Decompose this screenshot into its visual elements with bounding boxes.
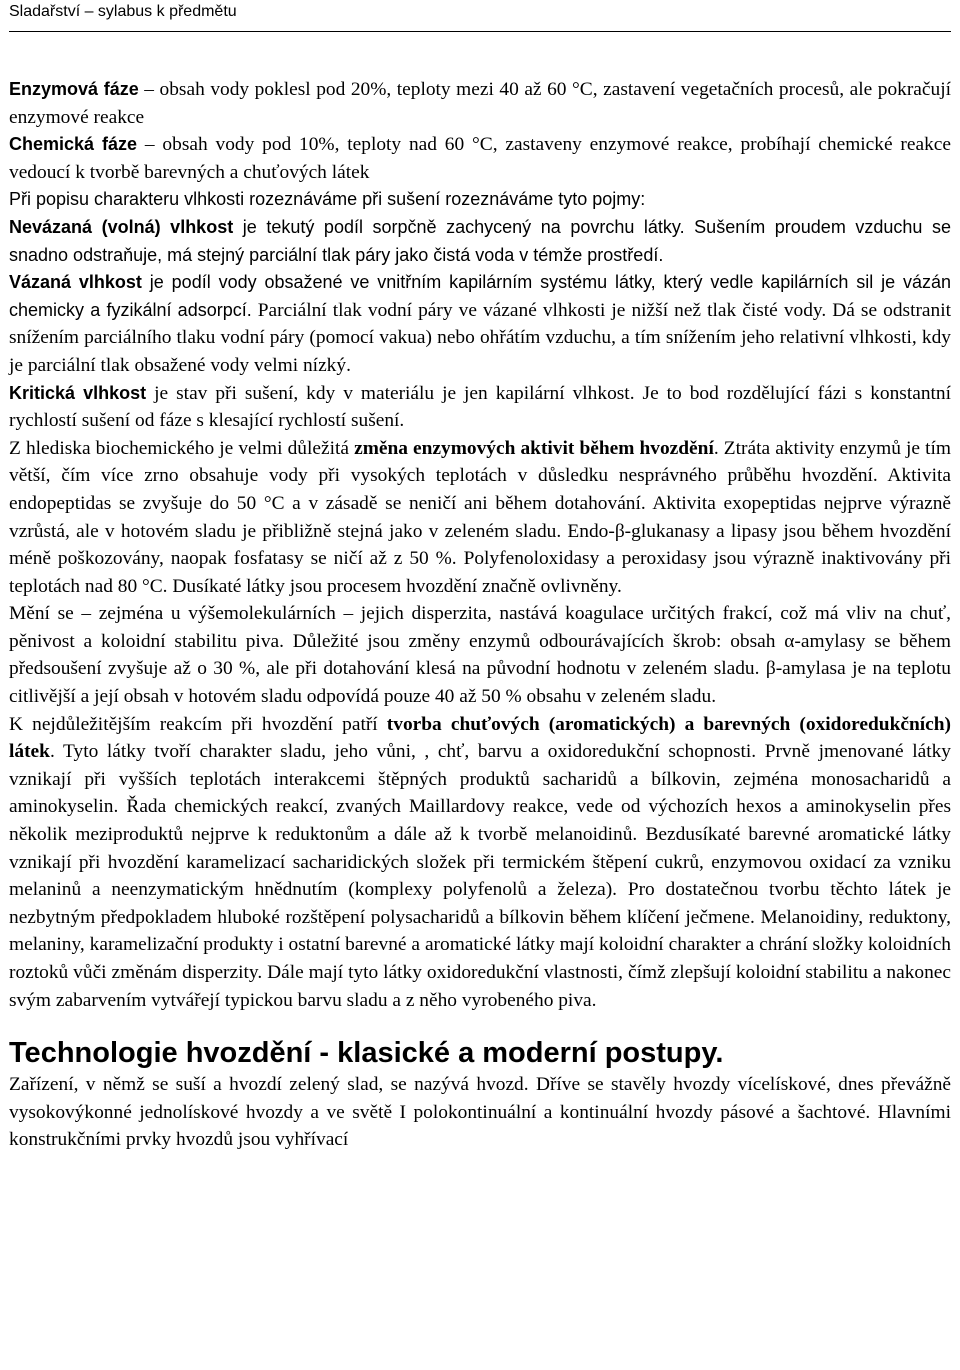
- emphasis-enzyme-activity: změna enzymových aktivit během hvozdění: [354, 437, 714, 459]
- paragraph-text: Z hlediska biochemického je velmi důležitá: [9, 437, 355, 459]
- paragraph-enzyme-phase: [9, 76, 951, 131]
- section-heading: Technologie hvozdění - klasické a moderní postupy.: [9, 1037, 724, 1070]
- paragraph-text: je podíl vody obsažené ve vnitřním kapilárním systému látky, který vedle kapilárních sil je vázán chemicky a fyzikální adsorpcí.: [9, 272, 951, 320]
- paragraph-free-moisture: [9, 214, 951, 269]
- paragraph-text: je tekutý podíl sorpčně zachycený na povrchu látky.: [233, 216, 685, 237]
- paragraph-text: Dá se odstranit snížením parciálního tlaku vodní páry (pomocí vakua) nebo ohřátím vzduchu, a tím snížením jeho relativní vlhkosti, kdy je parciální tlak obsažené vody velmi nízký.: [9, 299, 951, 376]
- paragraph-moisture-intro: [9, 186, 951, 214]
- term-enzyme-phase: Enzymová fáze: [9, 79, 139, 99]
- paragraph-text: Při popisu charakteru vlhkosti rozeznáváme při sušení rozeznáváme tyto pojmy:: [9, 189, 646, 210]
- document-body: [9, 76, 951, 1154]
- paragraph-enzyme-activity: [9, 435, 951, 601]
- header-divider: [9, 31, 951, 32]
- paragraph-text: . Ztráta aktivity enzymů je tím větší, čím více zrno obsahuje vody při vysokých teplotách v důsledku nesprávného průběhu hvozdění. Aktivita endopeptidas se zvyšuje do 50 °C a v zásadě se neničí ani během dotahování. Aktivita exopeptidas nejprve výrazně vzrůstá, ale v hotovém sladu je přibližně stejná jako v zeleném sladu. Endo-β-glukanasy a lipasy jsou během hvozdění méně poškozovány, naopak fosfatasy se ničí až z 50 %. Polyfenoloxidasy a peroxidasy jsou výrazně inaktivovány při teplotách nad 80 °C. Dusíkaté látky jsou procesem hvozdění značně ovlivněny.: [9, 437, 951, 597]
- term-chemical-phase: Chemická fáze: [9, 134, 138, 155]
- paragraph-text: K nejdůležitějším reakcím při hvozdění patří: [9, 713, 387, 735]
- paragraph-chemical-phase: [9, 131, 951, 186]
- paragraph-text: Mění se – zejména u výšemolekulárních – jejich disperzita, nastává koagulace určitých frakcí, což má vliv na chuť, pěnivost a koloidní stabilitu piva. Důležité jsou změny enzymů odbourávajících škrob: obsah α-amylasy se během předsoušení zvyšuje až o 30 %, ale při dotahování klesá na původní hodnotu v zeleném sladu. β-amylasa je na teplotu citlivější a její obsah v hotovém sladu odpovídá pouze 40 až 50 % obsahu v zeleném sladu.: [9, 603, 951, 708]
- running-header: Sladařství – sylabus k předmětu: [9, 3, 237, 20]
- paragraph-critical-moisture: [9, 380, 951, 435]
- term-free-moisture: Nevázaná (volná) vlhkost: [9, 216, 234, 237]
- paragraph-text: Je to bod rozdělující fázi s konstantní rychlostí sušení od fáze s klesající rychlostí sušení.: [9, 382, 951, 432]
- paragraph-kiln-equipment: [9, 1071, 951, 1154]
- paragraph-dispersity: [9, 600, 951, 710]
- paragraph-text: . Tyto látky tvoří charakter sladu, jeho vůni, , chť, barvu a oxidoredukční schopnosti. Prvně jmenované látky vznikají při vyšších teplotách interakcemi štěpných produktů sacharidů a bílkovin, zejména monosacharidů a aminokyselin. Řada chemických reakcí, zvaných Maillardovy reakce, vede od výchozích hexos a aminokyselin přes několik meziproduktů nejprve k reduktonům a dále až k tvorbě melanoidinů. Bezdusíkaté barevné aromatické látky vznikají při hvozdění karamelizací sacharidických složek při termickém štěpení cukrů, enzymovou oxidací za vzniku melaninů a neenzymatickým hnědnutím (komplexy polyfenolů a železa). Pro dostatečnou tvorbu těchto látek je nezbytným předpokladem hluboké rozštěpení polysacharidů a bílkovin během klíčení ječmene. Melanoidiny, reduktony, melaniny, karamelizační produkty i ostatní barevné a aromatické látky mají koloidní charakter a chrání složky koloidních roztoků vůči změnám disperzity. Dále mají tyto látky oxidoredukční vlastnosti, čímž zlepšují koloidní stabilitu a nakonec svým zabarvením vytvářejí typickou barvu sladu a z něho vyrobeného piva.: [9, 741, 951, 1011]
- emphasis-flavor-color: tvorba chuťových (aromatických) a barevných (oxidoredukčních) látek: [9, 713, 951, 763]
- paragraph-text: – obsah vody poklesl pod 20%, teploty mezi 40 až 60 °C, zastavení vegetačních procesů, ale pokračují enzymové reakce: [9, 79, 951, 128]
- paragraph-text: Zařízení, v němž se suší a hvozdí zelený slad, se nazývá hvozd. Dříve se stavěly hvozdy vícelískové, dnes převážně vysokovýkonné jednolískové hvozdy a ve světě I polokontinuální a kontinuální hvozdy pásové a šachtové. Hlavními konstrukčními prvky hvozdů jsou vyhřívací: [9, 1074, 951, 1151]
- paragraph-bound-moisture: [9, 269, 951, 379]
- term-critical-moisture: Kritická vlhkost: [9, 382, 147, 403]
- paragraph-text: je stav při sušení, kdy v materiálu je jen kapilární vlhkost.: [146, 382, 635, 404]
- paragraph-text: Sušením proudem vzduchu se snadno odstraňuje, má stejný parciální tlak páry jako čistá voda v témže prostředí.: [9, 216, 951, 265]
- paragraph-text: – obsah vody pod 10%, teploty nad 60 °C, zastaveny enzymové reakce, probíhají chemické reakce vedoucí k tvorbě barevných a chuťových látek: [9, 134, 951, 183]
- paragraph-text: Parciální tlak vodní páry ve vázané vlhkosti je nižší než tlak čisté vody.: [251, 299, 827, 321]
- term-bound-moisture: Vázaná vlhkost: [9, 272, 142, 293]
- paragraph-flavor-color: [9, 711, 951, 1015]
